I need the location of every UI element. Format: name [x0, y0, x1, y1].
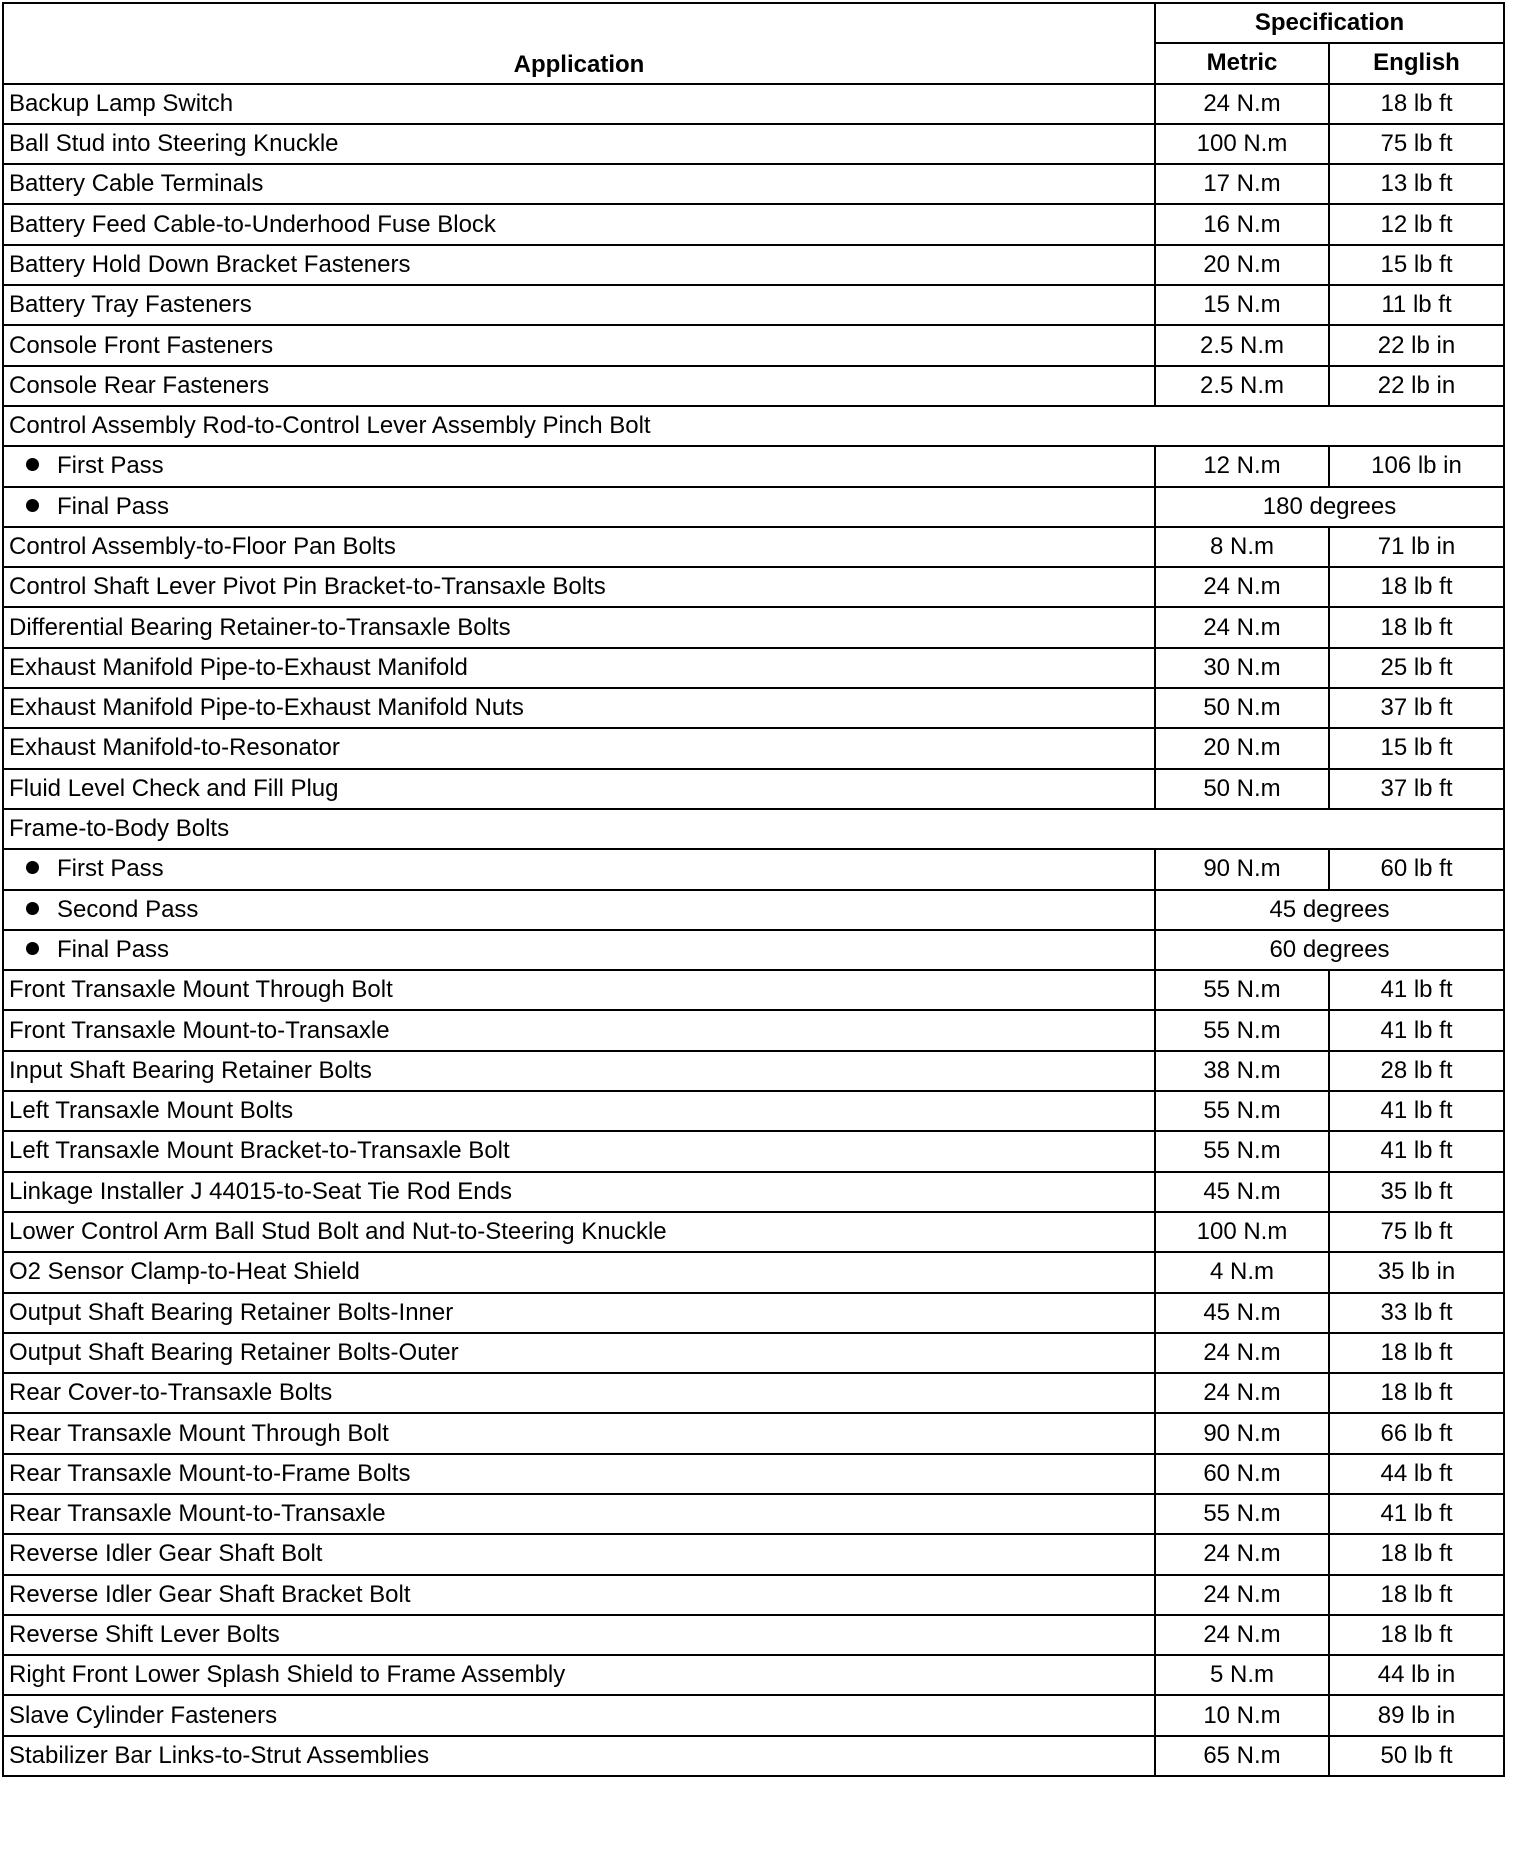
metric-cell: 100 N.m: [1155, 124, 1329, 164]
application-label: Console Rear Fasteners: [9, 371, 270, 399]
metric-cell: 17 N.m: [1155, 164, 1329, 204]
bullet-icon: [26, 861, 39, 874]
table-row: [3, 1051, 1504, 1091]
application-label: Front Transaxle Mount Through Bolt: [9, 976, 393, 1004]
application-cell: [3, 1413, 1155, 1453]
table-row: [3, 1575, 1504, 1615]
metric-cell: 30 N.m: [1155, 648, 1329, 688]
application-label: Right Front Lower Splash Shield to Frame Assembly: [9, 1661, 566, 1689]
table-row: [3, 164, 1504, 204]
english-header: English: [1329, 43, 1504, 83]
metric-cell: 8 N.m: [1155, 527, 1329, 567]
table-row: [3, 366, 1504, 406]
application-cell: [3, 809, 1504, 849]
table-row: [3, 1454, 1504, 1494]
application-cell: [3, 124, 1155, 164]
table-row: [3, 728, 1504, 768]
application-cell: [3, 1655, 1155, 1695]
table-header: [3, 3, 1504, 84]
application-label: Frame-to-Body Bolts: [9, 815, 230, 843]
application-label: Output Shaft Bearing Retainer Bolts-Outer: [9, 1338, 459, 1366]
english-cell: 75 lb ft: [1329, 1212, 1504, 1252]
application-cell: [3, 890, 1155, 930]
bullet-icon: [26, 902, 39, 915]
metric-cell: 55 N.m: [1155, 1131, 1329, 1171]
application-label: First Pass: [57, 452, 164, 480]
english-cell: 41 lb ft: [1329, 1494, 1504, 1534]
english-cell: 44 lb ft: [1329, 1454, 1504, 1494]
application-cell: [3, 1212, 1155, 1252]
application-cell: [3, 1695, 1155, 1735]
application-label: Output Shaft Bearing Retainer Bolts-Inner: [9, 1298, 454, 1326]
english-cell: 13 lb ft: [1329, 164, 1504, 204]
metric-cell: 2.5 N.m: [1155, 366, 1329, 406]
metric-cell: 50 N.m: [1155, 688, 1329, 728]
application-cell: [3, 325, 1155, 365]
application-label: Left Transaxle Mount Bolts: [9, 1097, 294, 1125]
application-label: Front Transaxle Mount-to-Transaxle: [9, 1016, 390, 1044]
application-label: Control Assembly Rod-to-Control Lever Assembly Pinch Bolt: [9, 412, 651, 440]
metric-cell: 50 N.m: [1155, 769, 1329, 809]
english-cell: 106 lb in: [1329, 446, 1504, 486]
application-label: Battery Tray Fasteners: [9, 291, 252, 319]
english-cell: 41 lb ft: [1329, 1091, 1504, 1131]
torque-spec-table: [2, 2, 1505, 1777]
application-label: Rear Transaxle Mount Through Bolt: [9, 1419, 389, 1447]
application-cell: [3, 84, 1155, 124]
english-cell: 28 lb ft: [1329, 1051, 1504, 1091]
metric-cell: 2.5 N.m: [1155, 325, 1329, 365]
table-row: [3, 567, 1504, 607]
english-cell: 75 lb ft: [1329, 124, 1504, 164]
metric-cell: 90 N.m: [1155, 1413, 1329, 1453]
combined-spec-cell: 45 degrees: [1155, 890, 1504, 930]
table-row: [3, 607, 1504, 647]
application-label: Backup Lamp Switch: [9, 89, 234, 117]
application-label: Reverse Shift Lever Bolts: [9, 1621, 280, 1649]
table-row: [3, 1373, 1504, 1413]
application-cell: [3, 648, 1155, 688]
application-cell: [3, 366, 1155, 406]
application-cell: [3, 527, 1155, 567]
metric-cell: 55 N.m: [1155, 970, 1329, 1010]
english-cell: 12 lb ft: [1329, 204, 1504, 244]
application-cell: [3, 930, 1155, 970]
english-cell: 44 lb in: [1329, 1655, 1504, 1695]
application-cell: [3, 849, 1155, 889]
application-cell: [3, 1172, 1155, 1212]
english-cell: 71 lb in: [1329, 527, 1504, 567]
sub-row: [3, 487, 1504, 527]
application-cell: [3, 406, 1504, 446]
metric-cell: 15 N.m: [1155, 285, 1329, 325]
metric-cell: 38 N.m: [1155, 1051, 1329, 1091]
group-row: [3, 809, 1504, 849]
english-cell: 89 lb in: [1329, 1695, 1504, 1735]
combined-spec-cell: 60 degrees: [1155, 930, 1504, 970]
application-header: Application: [3, 3, 1155, 84]
application-cell: [3, 1010, 1155, 1050]
application-cell: [3, 1333, 1155, 1373]
application-label: Battery Feed Cable-to-Underhood Fuse Block: [9, 210, 496, 238]
table-row: [3, 1091, 1504, 1131]
application-label: Battery Hold Down Bracket Fasteners: [9, 250, 411, 278]
table-row: [3, 325, 1504, 365]
application-label: Fluid Level Check and Fill Plug: [9, 774, 339, 802]
table-row: [3, 124, 1504, 164]
application-cell: [3, 567, 1155, 607]
metric-cell: 24 N.m: [1155, 1534, 1329, 1574]
metric-cell: 5 N.m: [1155, 1655, 1329, 1695]
application-label: Differential Bearing Retainer-to-Transaxle Bolts: [9, 613, 511, 641]
application-label: Exhaust Manifold Pipe-to-Exhaust Manifold Nuts: [9, 694, 524, 722]
metric-cell: 60 N.m: [1155, 1454, 1329, 1494]
bullet-icon: [26, 458, 39, 471]
table-row: [3, 1615, 1504, 1655]
sub-row: [3, 890, 1504, 930]
table-row: [3, 1413, 1504, 1453]
english-cell: 18 lb ft: [1329, 1373, 1504, 1413]
application-cell: [3, 1293, 1155, 1333]
table-row: [3, 1534, 1504, 1574]
application-label: Exhaust Manifold Pipe-to-Exhaust Manifold: [9, 653, 468, 681]
metric-cell: 100 N.m: [1155, 1212, 1329, 1252]
application-cell: [3, 607, 1155, 647]
application-cell: [3, 970, 1155, 1010]
english-cell: 60 lb ft: [1329, 849, 1504, 889]
application-label: Control Shaft Lever Pivot Pin Bracket-to-Transaxle Bolts: [9, 573, 606, 601]
english-cell: 37 lb ft: [1329, 769, 1504, 809]
application-label: Ball Stud into Steering Knuckle: [9, 130, 339, 158]
application-label: Rear Transaxle Mount-to-Transaxle: [9, 1500, 386, 1528]
english-cell: 22 lb in: [1329, 366, 1504, 406]
application-cell: [3, 1051, 1155, 1091]
metric-cell: 24 N.m: [1155, 1615, 1329, 1655]
metric-cell: 20 N.m: [1155, 728, 1329, 768]
table-row: [3, 769, 1504, 809]
application-cell: [3, 1615, 1155, 1655]
application-label: Reverse Idler Gear Shaft Bracket Bolt: [9, 1580, 411, 1608]
application-cell: [3, 1131, 1155, 1171]
english-cell: 18 lb ft: [1329, 1615, 1504, 1655]
bullet-icon: [26, 499, 39, 512]
english-cell: 35 lb ft: [1329, 1172, 1504, 1212]
application-label: Reverse Idler Gear Shaft Bolt: [9, 1540, 323, 1568]
metric-cell: 24 N.m: [1155, 1575, 1329, 1615]
table-row: [3, 245, 1504, 285]
application-cell: [3, 769, 1155, 809]
metric-header: Metric: [1155, 43, 1329, 83]
english-cell: 41 lb ft: [1329, 1131, 1504, 1171]
metric-cell: 12 N.m: [1155, 446, 1329, 486]
application-cell: [3, 1736, 1155, 1776]
application-label: Console Front Fasteners: [9, 331, 274, 359]
table-row: [3, 1494, 1504, 1534]
metric-cell: 10 N.m: [1155, 1695, 1329, 1735]
application-label: Exhaust Manifold-to-Resonator: [9, 734, 340, 762]
application-label: Input Shaft Bearing Retainer Bolts: [9, 1056, 372, 1084]
english-cell: 18 lb ft: [1329, 84, 1504, 124]
sub-row: [3, 849, 1504, 889]
application-label: Lower Control Arm Ball Stud Bolt and Nut-to-Steering Knuckle: [9, 1218, 667, 1246]
table-row: [3, 1131, 1504, 1171]
table-row: [3, 1172, 1504, 1212]
application-cell: [3, 285, 1155, 325]
application-cell: [3, 728, 1155, 768]
table-row: [3, 1252, 1504, 1292]
table-row: [3, 648, 1504, 688]
application-cell: [3, 1494, 1155, 1534]
english-cell: 37 lb ft: [1329, 688, 1504, 728]
sub-row: [3, 930, 1504, 970]
english-cell: 25 lb ft: [1329, 648, 1504, 688]
metric-cell: 45 N.m: [1155, 1172, 1329, 1212]
application-cell: [3, 1252, 1155, 1292]
metric-cell: 24 N.m: [1155, 607, 1329, 647]
metric-cell: 90 N.m: [1155, 849, 1329, 889]
application-label: Left Transaxle Mount Bracket-to-Transaxle Bolt: [9, 1137, 510, 1165]
application-cell: [3, 204, 1155, 244]
application-label: Final Pass: [57, 935, 170, 963]
table-row: [3, 1695, 1504, 1735]
table-row: [3, 1736, 1504, 1776]
application-cell: [3, 1454, 1155, 1494]
table-row: [3, 688, 1504, 728]
english-cell: 22 lb in: [1329, 325, 1504, 365]
metric-cell: 20 N.m: [1155, 245, 1329, 285]
application-cell: [3, 164, 1155, 204]
metric-cell: 24 N.m: [1155, 1373, 1329, 1413]
application-cell: [3, 1575, 1155, 1615]
specification-header: Specification: [1155, 3, 1504, 43]
metric-cell: 55 N.m: [1155, 1494, 1329, 1534]
table-row: [3, 1655, 1504, 1695]
application-label: Second Pass: [57, 895, 199, 923]
application-label: Slave Cylinder Fasteners: [9, 1701, 278, 1729]
english-cell: 41 lb ft: [1329, 1010, 1504, 1050]
metric-cell: 24 N.m: [1155, 1333, 1329, 1373]
english-cell: 18 lb ft: [1329, 607, 1504, 647]
application-cell: [3, 446, 1155, 486]
application-label: Final Pass: [57, 492, 170, 520]
application-cell: [3, 688, 1155, 728]
table-body: [3, 84, 1504, 1776]
application-label: Control Assembly-to-Floor Pan Bolts: [9, 533, 396, 560]
table-row: [3, 1293, 1504, 1333]
english-cell: 11 lb ft: [1329, 285, 1504, 325]
application-label: Linkage Installer J 44015-to-Seat Tie Rod Ends: [9, 1177, 512, 1205]
metric-cell: 65 N.m: [1155, 1736, 1329, 1776]
english-cell: 18 lb ft: [1329, 1534, 1504, 1574]
english-cell: 35 lb in: [1329, 1252, 1504, 1292]
sub-row: [3, 446, 1504, 486]
english-cell: 15 lb ft: [1329, 728, 1504, 768]
table-row: [3, 84, 1504, 124]
application-label: Battery Cable Terminals: [9, 170, 264, 198]
english-cell: 15 lb ft: [1329, 245, 1504, 285]
table-row: [3, 1010, 1504, 1050]
application-cell: [3, 487, 1155, 527]
metric-cell: 55 N.m: [1155, 1010, 1329, 1050]
table-row: [3, 527, 1504, 567]
combined-spec-cell: 180 degrees: [1155, 487, 1504, 527]
application-label: Rear Cover-to-Transaxle Bolts: [9, 1379, 333, 1407]
english-cell: 66 lb ft: [1329, 1413, 1504, 1453]
table-row: [3, 970, 1504, 1010]
bullet-icon: [26, 942, 39, 955]
english-cell: 18 lb ft: [1329, 567, 1504, 607]
metric-cell: 4 N.m: [1155, 1252, 1329, 1292]
english-cell: 18 lb ft: [1329, 1575, 1504, 1615]
metric-cell: 24 N.m: [1155, 567, 1329, 607]
metric-cell: 16 N.m: [1155, 204, 1329, 244]
application-cell: [3, 1534, 1155, 1574]
table-row: [3, 1212, 1504, 1252]
application-label: First Pass: [57, 855, 164, 883]
table-row: [3, 1333, 1504, 1373]
table-row: [3, 285, 1504, 325]
english-cell: 33 lb ft: [1329, 1293, 1504, 1333]
english-cell: 18 lb ft: [1329, 1333, 1504, 1373]
application-label: Rear Transaxle Mount-to-Frame Bolts: [9, 1459, 411, 1487]
table-row: [3, 204, 1504, 244]
metric-cell: 45 N.m: [1155, 1293, 1329, 1333]
application-label: O2 Sensor Clamp-to-Heat Shield: [9, 1258, 360, 1286]
application-cell: [3, 245, 1155, 285]
english-cell: 50 lb ft: [1329, 1736, 1504, 1776]
group-row: [3, 406, 1504, 446]
english-cell: 41 lb ft: [1329, 970, 1504, 1010]
metric-cell: 24 N.m: [1155, 84, 1329, 124]
application-cell: [3, 1373, 1155, 1413]
application-cell: [3, 1091, 1155, 1131]
application-label: Stabilizer Bar Links-to-Strut Assemblies: [9, 1741, 430, 1769]
metric-cell: 55 N.m: [1155, 1091, 1329, 1131]
